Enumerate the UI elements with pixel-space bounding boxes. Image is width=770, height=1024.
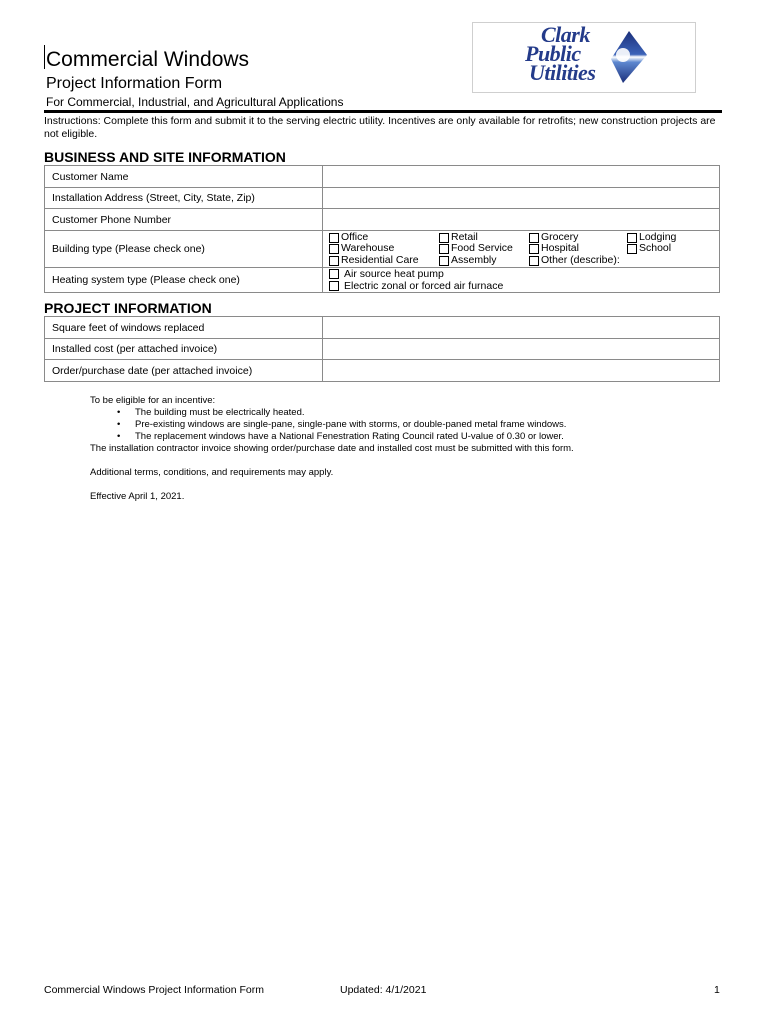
phone-field[interactable] — [323, 209, 720, 231]
building-type-grocery-checkbox[interactable]: Grocery — [529, 232, 627, 244]
heating-type-label: Heating system type (Please check one) — [45, 268, 323, 293]
customer-name-row — [45, 166, 720, 188]
address-field[interactable] — [323, 188, 720, 209]
logo-line-public: Public — [525, 41, 581, 66]
utility-logo — [472, 22, 696, 93]
heating-heat-pump-checkbox[interactable]: Air source heat pump — [329, 268, 719, 280]
cost-label: Installed cost (per attached invoice) — [45, 339, 323, 360]
building-type-options — [323, 231, 720, 268]
list-item: • The building must be electrically heated. — [117, 407, 305, 418]
customer-name-label: Customer Name — [45, 166, 323, 188]
list-item: • Pre-existing windows are single-pane, single-pane with storms, or double-paned metal frame windows. — [117, 419, 567, 430]
eligibility-intro: To be eligible for an incentive: — [90, 395, 216, 406]
heating-electric-furnace-checkbox[interactable]: Electric zonal or forced air furnace — [329, 280, 719, 292]
footer-form-name: Commercial Windows Project Information Form — [44, 984, 264, 996]
sqft-label: Square feet of windows replaced — [45, 317, 323, 339]
diamond-sunburst-icon — [609, 29, 649, 85]
building-type-school-checkbox[interactable]: School — [627, 243, 687, 255]
page-title: Commercial Windows — [46, 48, 250, 71]
building-type-hospital-checkbox[interactable]: Hospital — [529, 243, 627, 255]
building-type-warehouse-checkbox[interactable]: Warehouse — [329, 243, 439, 255]
project-section-heading: PROJECT INFORMATION — [44, 300, 212, 316]
heating-type-options — [323, 268, 720, 293]
bullet-icon: • — [117, 407, 121, 418]
date-label: Order/purchase date (per attached invoice) — [45, 360, 323, 382]
header-rule — [44, 110, 722, 113]
sqft-field[interactable] — [323, 317, 720, 339]
building-type-assembly-checkbox[interactable]: Assembly — [439, 255, 529, 267]
applications-line: For Commercial, Industrial, and Agricultural Applications — [46, 95, 344, 109]
terms-note: Additional terms, conditions, and requirements may apply. — [90, 467, 334, 478]
address-label: Installation Address (Street, City, State, Zip) — [45, 188, 323, 209]
building-type-residential-care-checkbox[interactable]: Residential Care — [329, 255, 439, 267]
invoice-note: The installation contractor invoice showing order/purchase date and installed cost must be submitted with this form. — [90, 443, 574, 454]
date-field[interactable] — [323, 360, 720, 382]
building-type-food-service-checkbox[interactable]: Food Service — [439, 243, 529, 255]
phone-label: Customer Phone Number — [45, 209, 323, 231]
cost-field[interactable] — [323, 339, 720, 360]
eligibility-list — [90, 407, 650, 443]
building-type-retail-checkbox[interactable]: Retail — [439, 232, 529, 244]
business-info-table — [44, 165, 720, 293]
page-subtitle: Project Information Form — [46, 75, 223, 92]
bullet-icon: • — [117, 431, 121, 442]
text-cursor — [44, 45, 45, 69]
date-row — [45, 360, 720, 382]
effective-date: Effective April 1, 2021. — [90, 491, 185, 502]
cost-row — [45, 339, 720, 360]
sqft-row — [45, 317, 720, 339]
building-type-other-checkbox[interactable]: Other (describe): — [529, 255, 627, 267]
business-section-heading: BUSINESS AND SITE INFORMATION — [44, 149, 286, 165]
footer-page-number: 1 — [714, 984, 720, 996]
building-type-label: Building type (Please check one) — [45, 231, 323, 268]
address-row — [45, 188, 720, 209]
project-info-table — [44, 316, 720, 382]
footer-updated: Updated: 4/1/2021 — [340, 984, 427, 996]
instructions-text: Instructions: Complete this form and submit it to the serving electric utility. Incentives are only available for retrofits; new construction projects are not eligible. — [44, 115, 716, 140]
phone-row — [45, 209, 720, 231]
logo-line-utilities: Utilities — [529, 60, 596, 85]
logo-line-clark: Clark — [541, 22, 590, 47]
heating-type-row — [45, 268, 720, 293]
building-type-lodging-checkbox[interactable]: Lodging — [627, 232, 687, 244]
customer-name-field[interactable] — [323, 166, 720, 188]
list-item: • The replacement windows have a National Fenestration Rating Council rated U-value of 0.30 or lower. — [117, 431, 564, 442]
eligibility-section — [90, 395, 650, 503]
logo-wordmark — [525, 22, 596, 85]
building-type-office-checkbox[interactable]: Office — [329, 232, 439, 244]
bullet-icon: • — [117, 419, 121, 430]
building-type-row — [45, 231, 720, 268]
